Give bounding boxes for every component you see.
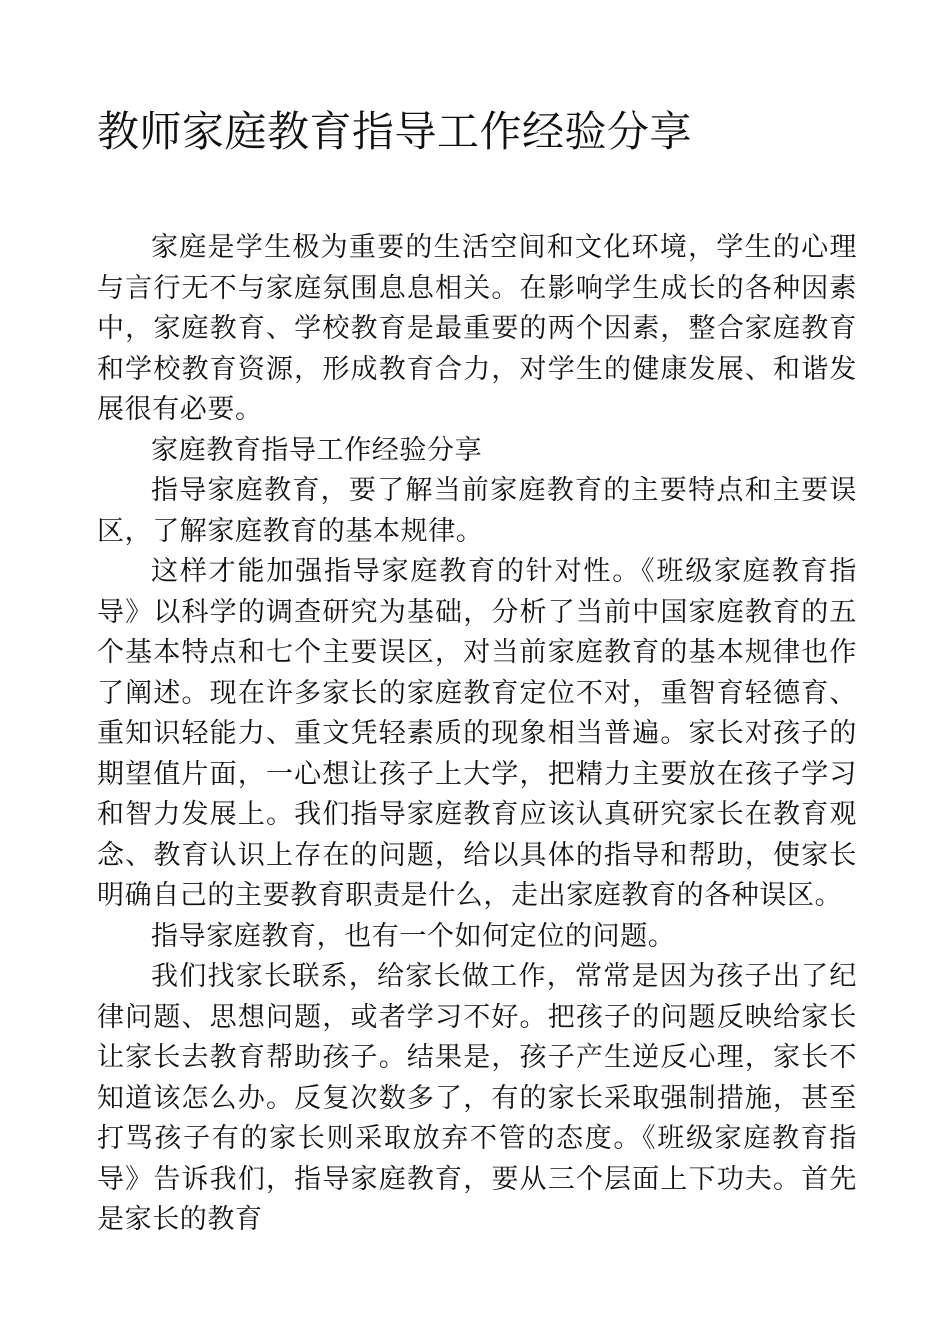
- paragraph-intro: 家庭是学生极为重要的生活空间和文化环境，学生的心理与言行无不与家庭氛围息息相关。在影响学生成长的各种因素中，家庭教育、学校教育是最重要的两个因素，整合家庭教育和学校教育资源，形成教育合力，对学生的健康发展、和谐发展很有必要。: [97, 232, 857, 425]
- paragraph-positioning: 指导家庭教育，也有一个如何定位的问题。: [151, 920, 676, 952]
- document-body: [97, 228, 857, 1241]
- paragraph-targeting: 这样才能加强指导家庭教育的针对性。《班级家庭教育指导》以科学的调查研究为基础，分析了当前中国家庭教育的五个基本特点和七个主要误区，对当前家庭教育的基本规律也作了阐述。现在许多家长的家庭教育定位不对，重智育轻德育、重知识轻能力、重文凭轻素质的现象相当普遍。家长对孩子的期望值片面，一心想让孩子上大学，把精力主要放在孩子学习和智力发展上。我们指导家庭教育应该认真研究家长在教育观念、教育认识上存在的问题，给以具体的指导和帮助，使家长明确自己的主要教育职责是什么，走出家庭教育的各种误区。: [97, 556, 857, 911]
- paragraph-contact-parents: 我们找家长联系，给家长做工作，常常是因为孩子出了纪律问题、思想问题，或者学习不好。把孩子的问题反映给家长让家长去教育帮助孩子。结果是，孩子产生逆反心理，家长不知道该怎么办。反复次数多了，有的家长采取强制措施，甚至打骂孩子有的家长则采取放弃不管的态度。《班级家庭教育指导》告诉我们，指导家庭教育，要从三个层面上下功夫。首先是家长的教育: [97, 961, 857, 1235]
- document-title: 教师家庭教育指导工作经验分享: [97, 107, 693, 156]
- paragraph-subheading: 家庭教育指导工作经验分享: [151, 434, 483, 466]
- paragraph-understanding: 指导家庭教育，要了解当前家庭教育的主要特点和主要误区，了解家庭教育的基本规律。: [97, 475, 857, 547]
